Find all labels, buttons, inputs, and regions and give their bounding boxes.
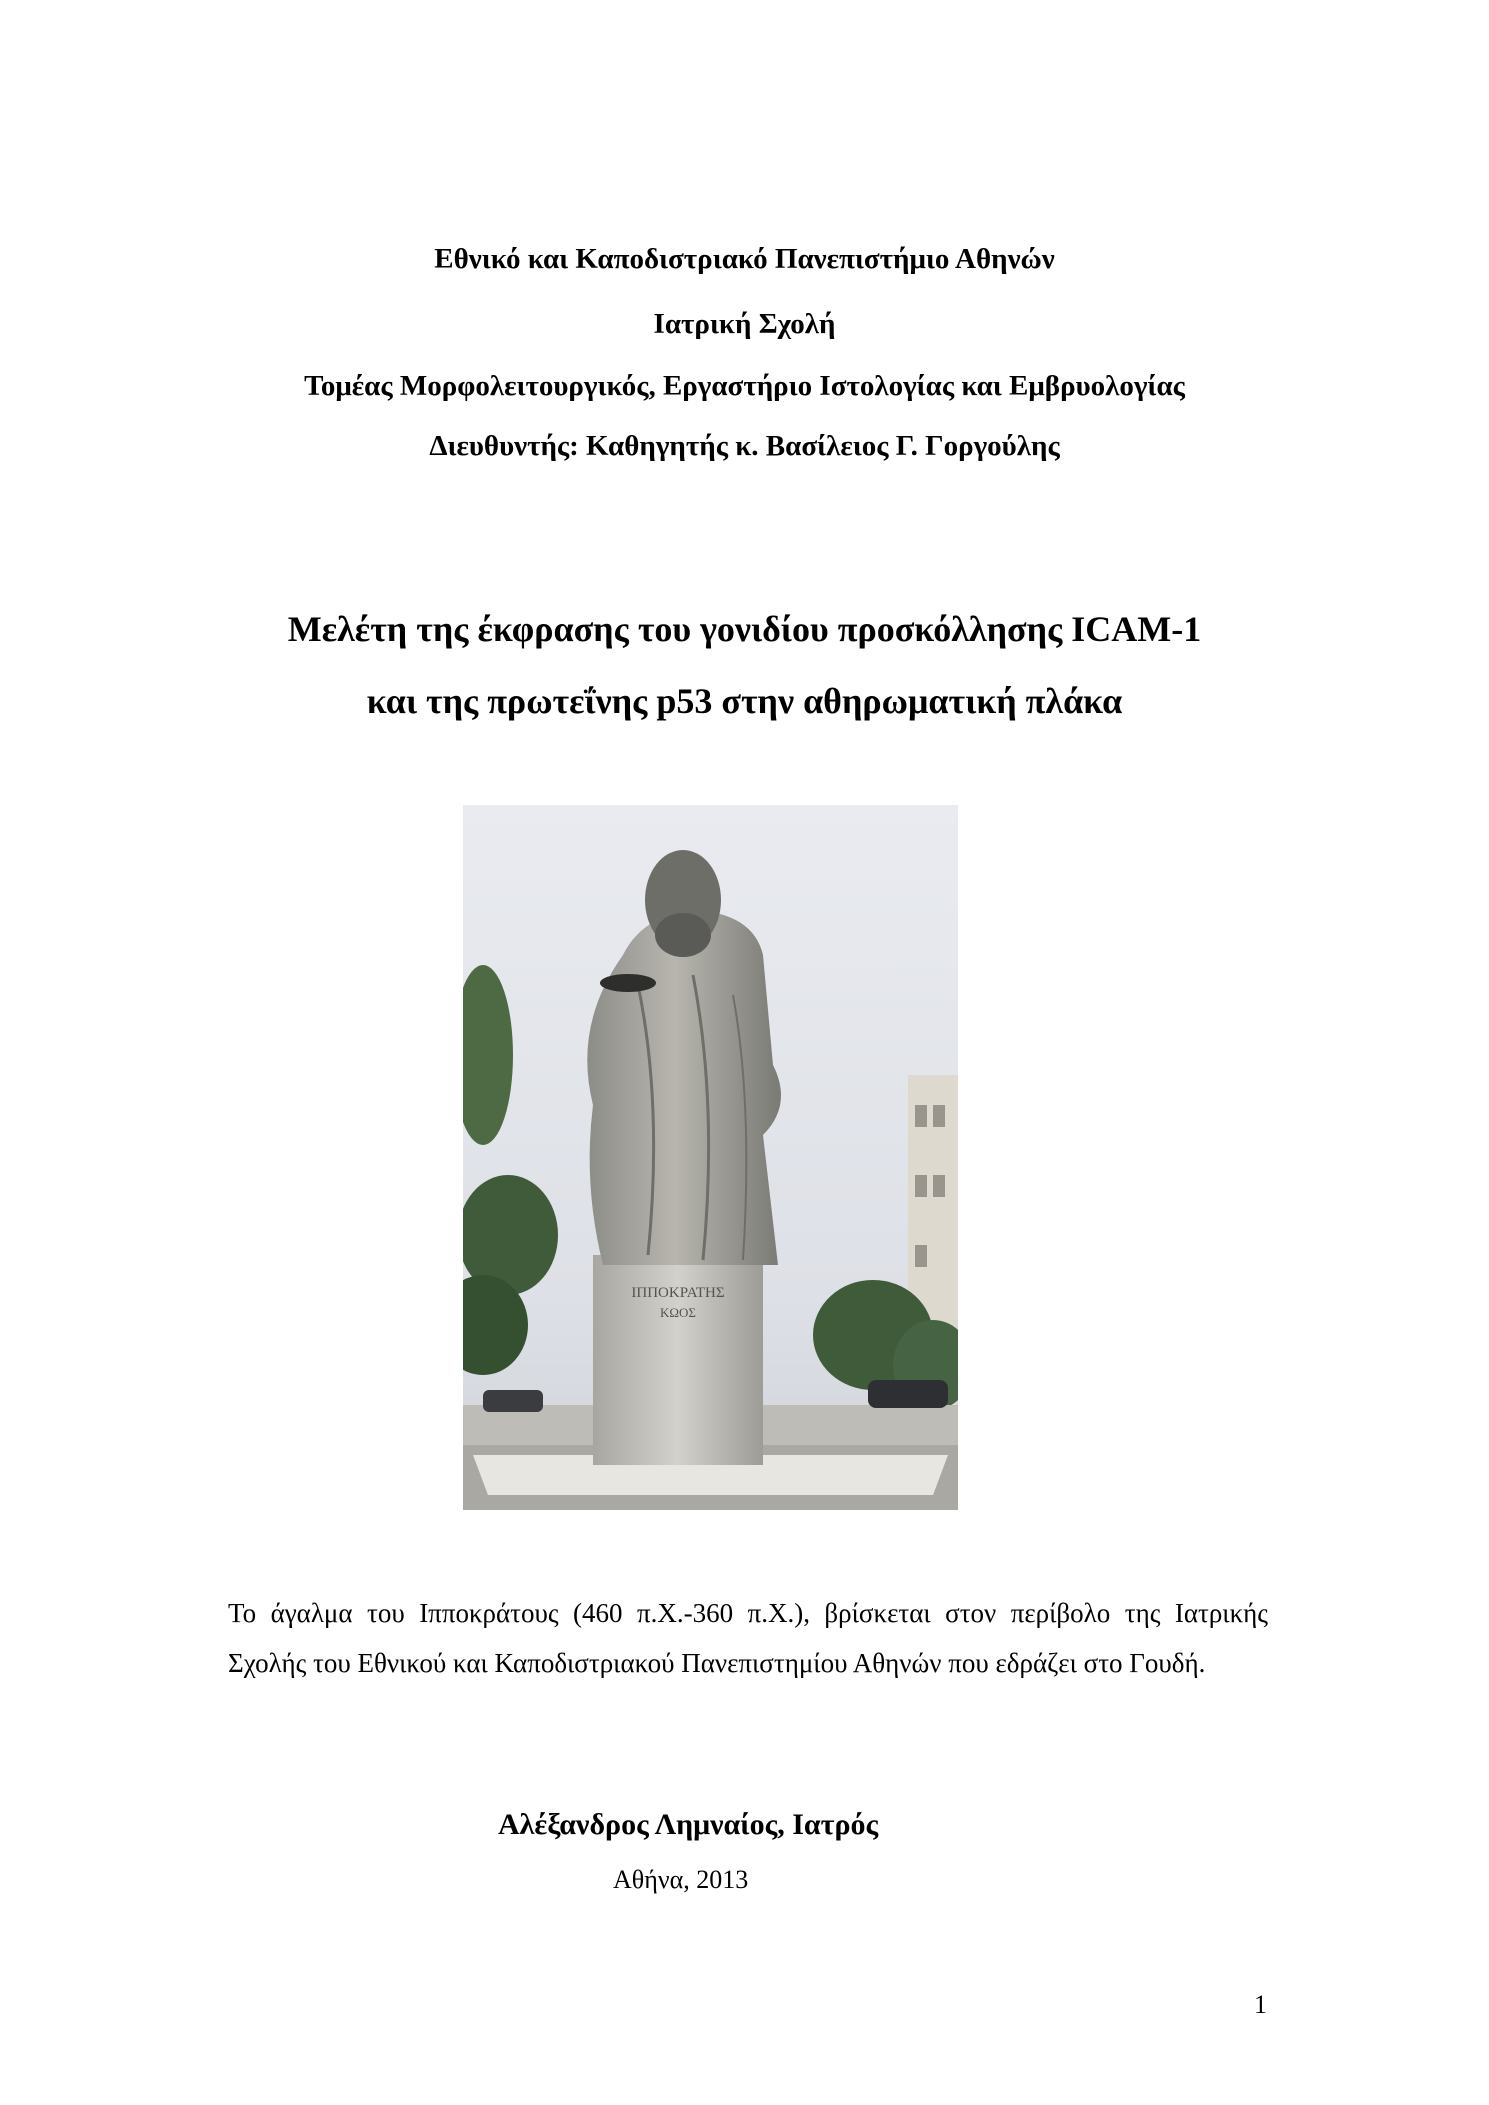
university-name: Εθνικό και Καποδιστριακό Πανεπιστήμιο Αθηνών <box>434 243 1055 275</box>
page-number: 1 <box>1254 1990 1267 2019</box>
statue-bowl <box>600 974 656 992</box>
thesis-title-line-1: Μελέτη της έκφρασης του γονιδίου προσκόλλησης ICAM-1 <box>287 609 1202 649</box>
caption-text: Το άγαλμα του Ιπποκράτους (460 π.Χ.-360 π.Χ.), βρίσκεται στον περίβολο της Ιατρικής Σχολής του Εθνικού και Καποδιστριακού Πανεπιστημίου Αθηνών που εδράζει στο Γουδή. <box>228 1598 1268 1678</box>
photo-caption <box>228 1588 1268 1688</box>
statue-inscription-line-2: ΚΩΟΣ <box>659 1305 697 1320</box>
author-name: Αλέξανδρος Λημναίος, Ιατρός <box>498 1808 879 1841</box>
department-name: Τομέας Μορφολειτουργικός, Εργαστήριο Ιστολογίας και Εμβρυολογίας <box>304 370 1185 402</box>
school-name: Ιατρική Σχολή <box>653 308 836 340</box>
statue-inscription-line-1: ΙΠΠΟΚΡΑΤΗΣ <box>631 1285 725 1301</box>
thesis-title-line-2: και της πρωτεΐνης p53 στην αθηρωματική πλάκα <box>366 681 1123 721</box>
director-line: Διευθυντής: Καθηγητής κ. Βασίλειος Γ. Γοργούλης <box>429 430 1060 462</box>
place-date: Αθήνα, 2013 <box>613 1865 749 1894</box>
hippocrates-statue-photo <box>463 805 958 1510</box>
